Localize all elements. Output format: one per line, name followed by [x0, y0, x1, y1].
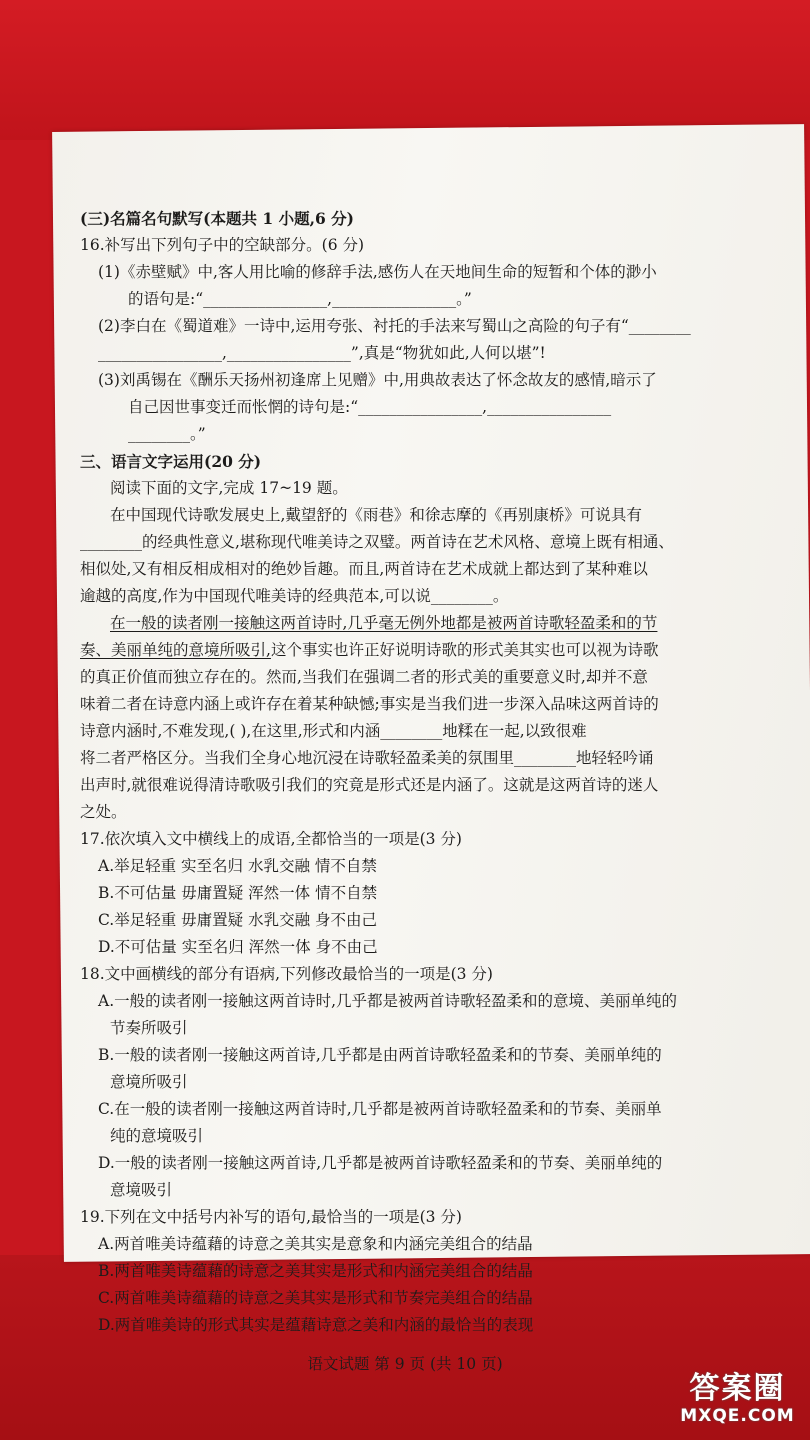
q19-option-a: A.两首唯美诗蕴藉的诗意之美其实是意象和内涵完美组合的结晶	[98, 1235, 533, 1253]
q19-stem: 19.下列在文中括号内补写的语句,最恰当的一项是(3 分)	[80, 1208, 462, 1226]
q17-option-a: A.举足轻重 实至名归 水乳交融 情不自禁	[98, 857, 377, 875]
passage-line: 出声时,就很难说得清诗歌吸引我们的究竟是形式还是内涵了。这就是这两首诗的迷人	[80, 776, 659, 794]
passage-line: 将二者严格区分。当我们全身心地沉浸在诗歌轻盈柔美的氛围里________地轻轻吟诵	[80, 749, 654, 767]
q18-option-a-cont: 节奏所吸引	[110, 1019, 188, 1037]
passage-line: 逾越的高度,作为中国现代唯美诗的经典范本,可以说________。	[80, 587, 509, 605]
passage-line: 味着二者在诗意内涵上或许存在着某种缺憾;事实是当我们进一步深入品味这两首诗的	[80, 695, 659, 713]
page-footer: 语文试题 第 9 页 (共 10 页)	[307, 1355, 503, 1373]
q17-option-c: C.举足轻重 毋庸置疑 水乳交融 身不由己	[98, 911, 378, 929]
q16-line: (1)《赤壁赋》中,客人用比喻的修辞手法,感伤人在天地间生命的短暂和个体的渺小	[98, 263, 657, 281]
q18-option-b-cont: 意境所吸引	[110, 1073, 188, 1091]
passage-line	[80, 637, 730, 664]
q18-option-c: C.在一般的读者刚一接触这两首诗时,几乎都是被两首诗歌轻盈柔和的节奏、美丽单	[98, 1100, 662, 1118]
underlined-sentence: 在一般的读者刚一接触这两首诗时,几乎毫无例外地都是被两首诗歌轻盈柔和的节	[110, 614, 658, 632]
q18-stem: 18.文中画横线的部分有语病,下列修改最恰当的一项是(3 分)	[80, 965, 493, 983]
q18-option-a: A.一般的读者刚一接触这两首诗时,几乎都是被两首诗歌轻盈柔和的意境、美丽单纯的	[98, 992, 678, 1010]
q16-line: 的语句是:“________________,________________。”	[128, 290, 472, 308]
passage-line: ________的经典性意义,堪称现代唯美诗之双璧。两首诗在艺术风格、意境上既有相通、	[80, 533, 674, 551]
part3-heading: 三、语言文字运用(20 分)	[80, 452, 262, 471]
passage-line: 之处。	[80, 803, 127, 821]
q17-option-d: D.不可估量 实至名归 浑然一体 身不由己	[98, 938, 378, 956]
q16-line: ________。”	[128, 425, 206, 443]
passage-line: 在中国现代诗歌发展史上,戴望舒的《雨巷》和徐志摩的《再别康桥》可说具有	[110, 506, 642, 524]
q19-option-b: B.两首唯美诗蕴藉的诗意之美其实是形式和内涵完美组合的结晶	[98, 1262, 533, 1280]
q16-line: (2)李白在《蜀道难》一诗中,运用夸张、衬托的手法来写蜀山之高险的句子有“________	[98, 317, 691, 335]
watermark-logo-text: 答案圈	[689, 1371, 786, 1406]
q18-option-d: D.一般的读者刚一接触这两首诗,几乎都是被两首诗歌轻盈柔和的节奏、美丽单纯的	[98, 1154, 663, 1172]
watermark-url: MXQE.COM	[680, 1406, 795, 1426]
red-background-top	[0, 0, 810, 140]
q19-option-d: D.两首唯美诗的形式其实是蕴藉诗意之美和内涵的最恰当的表现	[98, 1316, 534, 1334]
passage-line: 相似处,又有相反相成相对的绝妙旨趣。而且,两首诗在艺术成就上都达到了某种难以	[80, 560, 648, 578]
watermark-logo	[670, 1372, 805, 1426]
reading-intro: 阅读下面的文字,完成 17~19 题。	[110, 479, 348, 497]
passage-line: 诗意内涵时,不难发现,( ),在这里,形式和内涵________地糅在一起,以致很难	[80, 722, 587, 740]
q16-line: ________________,________________”,真是“物犹如此,人何以堪”!	[98, 344, 546, 362]
q18-option-b: B.一般的读者刚一接触这两首诗,几乎都是由两首诗歌轻盈柔和的节奏、美丽单纯的	[98, 1046, 662, 1064]
q17-stem: 17.依次填入文中横线上的成语,全都恰当的一项是(3 分)	[80, 830, 462, 848]
section3-heading: (三)名篇名句默写(本题共 1 小题,6 分)	[80, 209, 354, 228]
passage-text: 这个事实也许正好说明诗歌的形式美其实也可以视为诗歌	[270, 641, 659, 659]
passage-line: 的真正价值而独立存在的。然而,当我们在强调二者的形式美的重要意义时,却并不意	[80, 668, 648, 686]
q16-stem: 16.补写出下列句子中的空缺部分。(6 分)	[80, 236, 365, 254]
q17-option-b: B.不可估量 毋庸置疑 浑然一体 情不自禁	[98, 884, 378, 902]
q18-option-c-cont: 纯的意境吸引	[110, 1127, 204, 1145]
q19-option-c: C.两首唯美诗蕴藉的诗意之美其实是形式和节奏完美组合的结晶	[98, 1289, 533, 1307]
underlined-sentence-end: 奏、美丽单纯的意境所吸引,	[80, 641, 271, 659]
q16-line: (3)刘禹锡在《酬乐天扬州初逢席上见赠》中,用典故表达了怀念故友的感情,暗示了	[98, 371, 657, 389]
exam-page	[80, 205, 730, 1378]
q16-line: 自己因世事变迁而怅惘的诗句是:“________________,________________	[128, 398, 612, 416]
q18-option-d-cont: 意境吸引	[110, 1181, 173, 1199]
